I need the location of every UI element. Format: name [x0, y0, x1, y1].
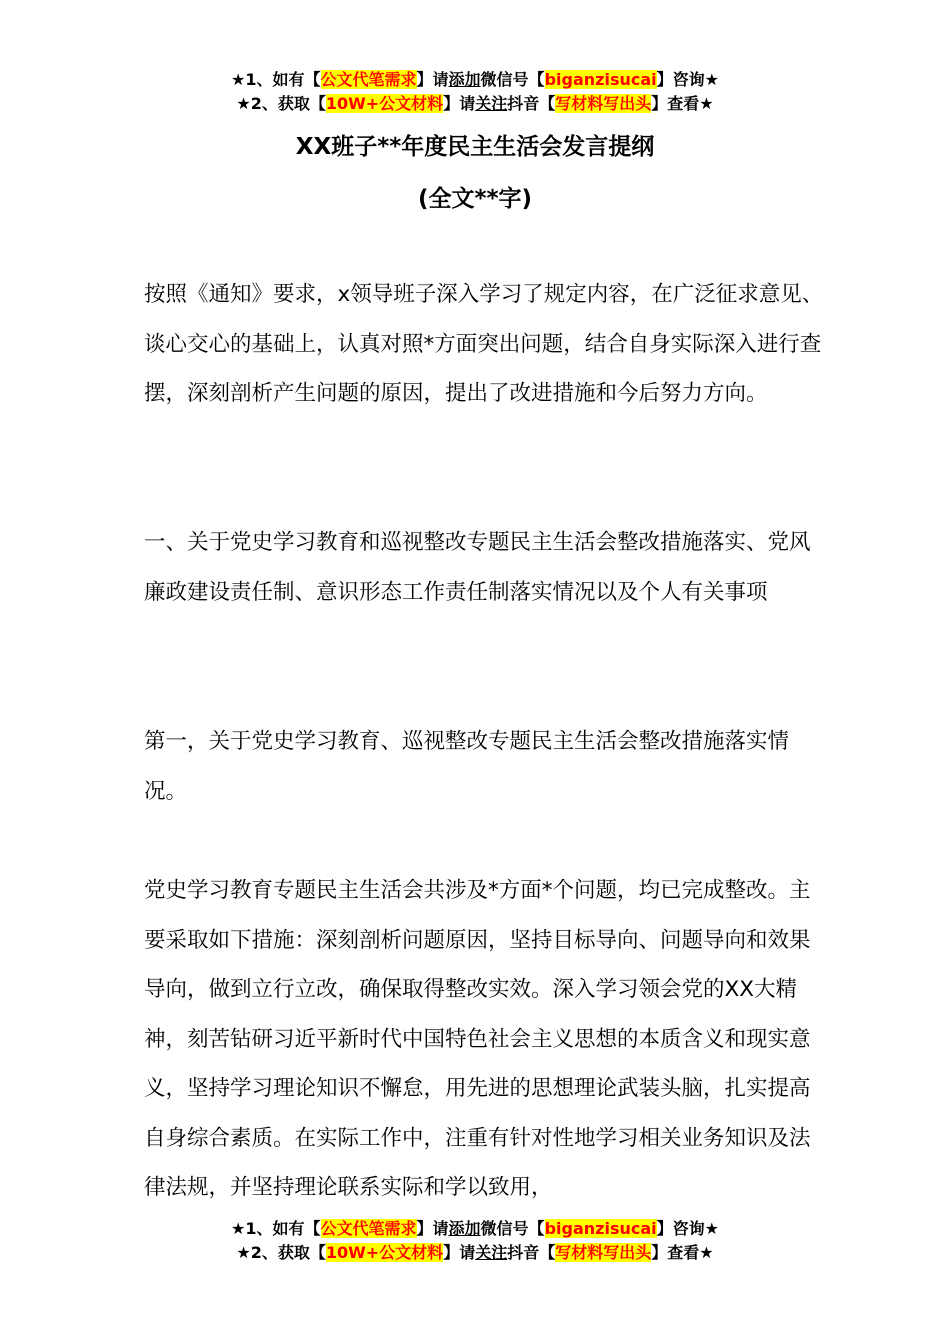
ad-text: ★2、获取【 [236, 94, 326, 113]
ad-line-2 [0, 1241, 950, 1265]
ad-text: 抖音【 [507, 1243, 556, 1262]
ad-highlight: 10W+公文材料 [325, 1243, 444, 1262]
ad-text: 】请 [443, 1243, 476, 1262]
ad-underlined-text: 添加 [448, 70, 481, 89]
document-title: XX班子**年度民主生活会发言提纲 [295, 134, 655, 160]
ad-text: 抖音【 [507, 94, 556, 113]
ad-line-1 [0, 1217, 950, 1241]
ad-text: 】查看★ [651, 94, 714, 113]
paragraph-body: 党史学习教育专题民主生活会共涉及*方面*个问题，均已完成整改。主要采取如下措施：深刻剖析问题原因，坚持目标导向、问题导向和效果导向，做到立行立改，确保取得整改实效。深入学习领会党的XX大精神，刻苦钻研习近平新时代中国特色社会主义思想的本质含义和现实意义，坚持学习理论知识不懈怠，用先进的思想理论武装头脑，扎实提高自身综合素质。在实际工作中，注重有针对性地学习相关业务知识及法律法规，并坚持理论联系实际和学以致用， [144, 878, 811, 1200]
ad-text: 】咨询★ [656, 1219, 719, 1238]
paragraph-intro: 按照《通知》要求，x领导班子深入学习了规定内容，在广泛征求意见、谈心交心的基础上，认真对照*方面突出问题，结合自身实际深入进行查摆，深刻剖析产生问题的原因，提出了改进措施和今后努力方向。 [144, 282, 824, 406]
header-ad-banner [0, 68, 950, 116]
paragraph-subsection-heading: 第一，关于党史学习教育、巡视整改专题民主生活会整改措施落实情况。 [144, 729, 790, 804]
ad-text: ★1、如有【 [231, 1219, 321, 1238]
ad-underlined-text: 关注 [475, 94, 508, 113]
ad-highlight: 10W+公文材料 [325, 94, 444, 113]
ad-text: ★2、获取【 [236, 1243, 326, 1262]
ad-text: 微信号【 [480, 1219, 545, 1238]
footer-ad-banner [0, 1217, 950, 1265]
ad-highlight: 公文代笔需求 [320, 1219, 417, 1238]
ad-line-2 [0, 92, 950, 116]
ad-underlined-text: 关注 [475, 1243, 508, 1262]
ad-line-1 [0, 68, 950, 92]
ad-text: 】请 [443, 94, 476, 113]
ad-text: 】请 [416, 1219, 449, 1238]
paragraph-section-heading: 一、关于党史学习教育和巡视整改专题民主生活会整改措施落实、党风廉政建设责任制、意识形态工作责任制落实情况以及个人有关事项 [144, 530, 811, 605]
ad-highlight: 写材料写出头 [555, 1243, 652, 1262]
ad-text: 】查看★ [651, 1243, 714, 1262]
ad-highlight: 公文代笔需求 [320, 70, 417, 89]
ad-text: 】咨询★ [656, 70, 719, 89]
ad-highlight: 写材料写出头 [555, 94, 652, 113]
ad-underlined-text: 添加 [448, 1219, 481, 1238]
ad-text: 】请 [416, 70, 449, 89]
ad-highlight: biganzisucai [544, 1219, 657, 1238]
document-subtitle: (全文**字) [417, 186, 533, 212]
ad-text: 微信号【 [480, 70, 545, 89]
ad-highlight: biganzisucai [544, 70, 657, 89]
ad-text: ★1、如有【 [231, 70, 321, 89]
